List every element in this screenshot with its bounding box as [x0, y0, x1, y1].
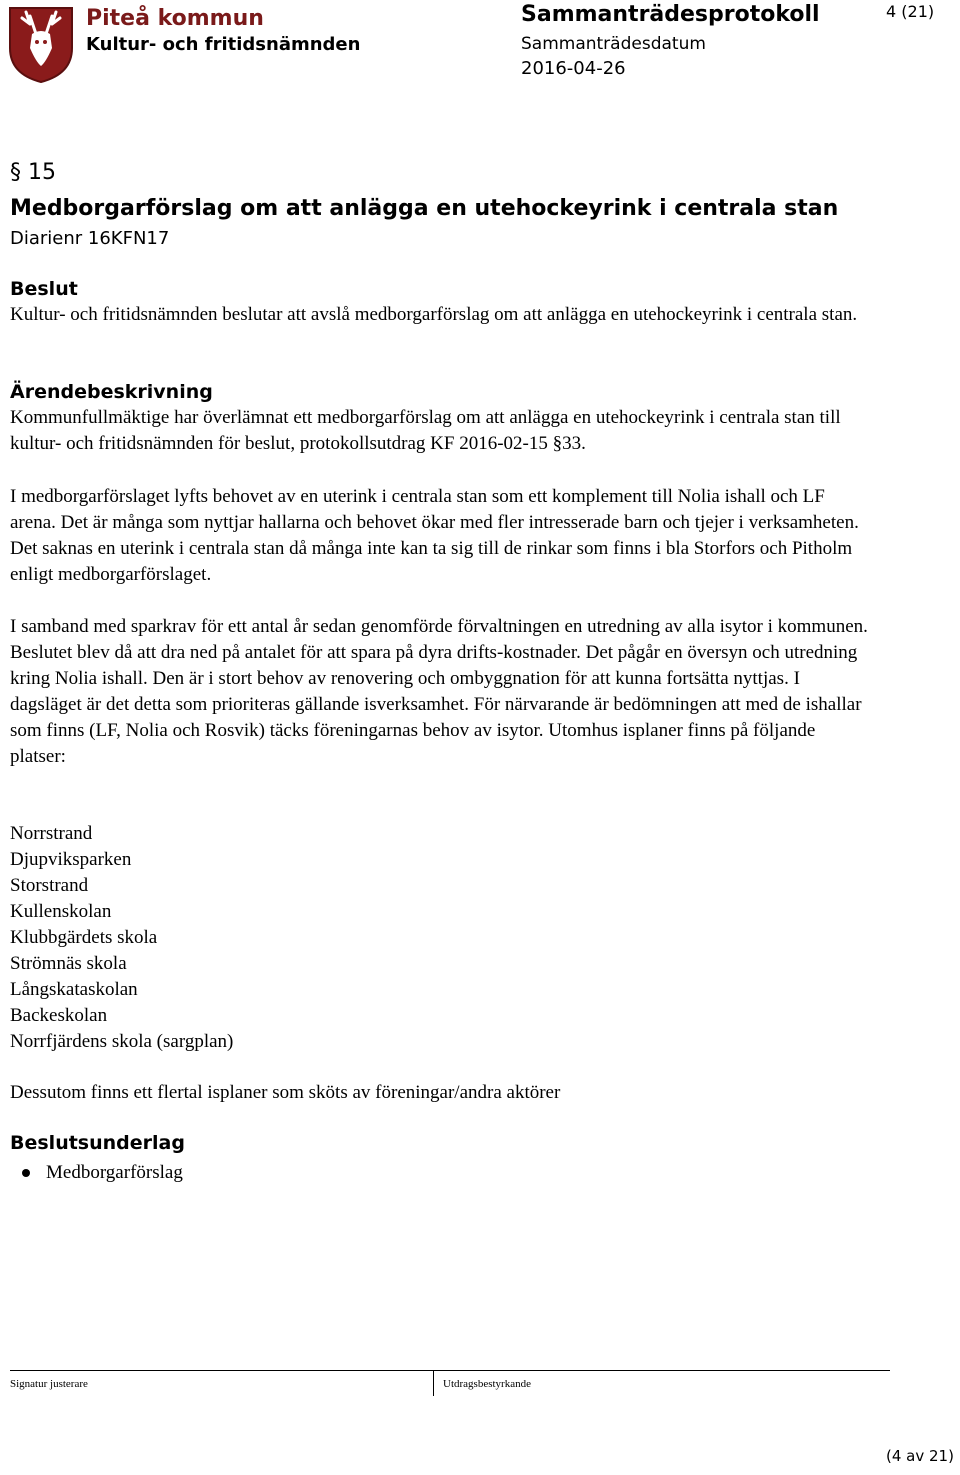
committee-name: Kultur- och fritidsnämnden: [86, 34, 361, 55]
page-number: 4 (21): [886, 2, 935, 21]
decision-basis-list: [10, 1160, 183, 1186]
case-description-heading: Ärendebeskrivning: [10, 381, 213, 403]
footer-separator: [433, 1370, 434, 1396]
reindeer-coat-of-arms-icon: [6, 4, 76, 84]
list-item: Storstrand: [10, 875, 89, 896]
extract-verification-label: Utdragsbestyrkande: [443, 1378, 531, 1390]
meeting-date-value: 2016-04-26: [521, 58, 626, 79]
list-item: Kullenskolan: [10, 901, 112, 922]
item-title: Medborgarförslag om att anlägga en utehockeyrink i centrala stan: [10, 196, 839, 221]
document-type: Sammanträdesprotokoll: [521, 2, 820, 27]
decision-text: Kultur- och fritidsnämnden beslutar att avslå medborgarförslag om att anlägga en utehockeyrink i centrala stan.: [10, 304, 858, 325]
footer-divider: [10, 1370, 890, 1371]
list-item: [10, 1160, 183, 1186]
list-item: Långskataskolan: [10, 979, 138, 1000]
list-item: Norrstrand: [10, 823, 93, 844]
bullet-icon: [22, 1169, 30, 1177]
meeting-date-label: Sammanträdesdatum: [521, 34, 706, 54]
decision-heading: Beslut: [10, 278, 78, 300]
organization-name: Piteå kommun: [86, 6, 264, 31]
diary-number: Diarienr 16KFN17: [10, 228, 170, 249]
ice-rink-locations-list: [10, 821, 233, 1055]
list-item: Backeskolan: [10, 1005, 108, 1026]
list-item: Norrfjärdens skola (sargplan): [10, 1031, 234, 1052]
paragraph-number: § 15: [10, 160, 56, 185]
list-item-label: Medborgarförslag: [46, 1162, 183, 1183]
decision-basis-heading: Beslutsunderlag: [10, 1132, 185, 1154]
additional-note: Dessutom finns ett flertal isplaner som sköts av föreningar/andra aktörer: [10, 1082, 561, 1103]
case-paragraph: I samband med sparkrav för ett antal år sedan genomförde förvaltningen en utredning av alla isytor i kommunen. Beslutet blev då att dra ned på antalet för att spara på dyra drifts-kostnader. Det pågår en översyn och utredning kring Nolia ishall. Den är i stort behov av renovering och ombyggnation för att kunna fortsätta nyttjas. I dagsläget är det detta som prioriteras gällande isverksamhet. För närvarande är bedömningen att med de ishallar som finns (LF, Nolia och Rosvik) täcks föreningarnas behov av isytor. Utomhus isplaner finns på följande platser:: [10, 616, 868, 767]
list-item: Klubbgärdets skola: [10, 927, 158, 948]
signature-label: Signatur justerare: [10, 1378, 88, 1390]
list-item: Strömnäs skola: [10, 953, 127, 974]
case-paragraph: Kommunfullmäktige har överlämnat ett medborgarförslag om att anlägga en utehockeyrink i centrala stan till kultur- och fritidsnämnden för beslut, protokollsutdrag KF 2016-02-15 §33.: [10, 407, 841, 454]
case-paragraph: I medborgarförslaget lyfts behovet av en uterink i centrala stan som ett komplement till Nolia ishall och LF arena. Det är många som nyttjar hallarna och behovet ökar med fler intresserade barn och tjejer i verksamheten. Det saknas en uterink i centrala stan då många inte kan ta sig till de rinkar som finns i bla Storfors och Pitholm enligt medborgarförslaget.: [10, 486, 859, 585]
list-item: Djupviksparken: [10, 849, 132, 870]
footer-page-number: (4 av 21): [886, 1447, 954, 1465]
